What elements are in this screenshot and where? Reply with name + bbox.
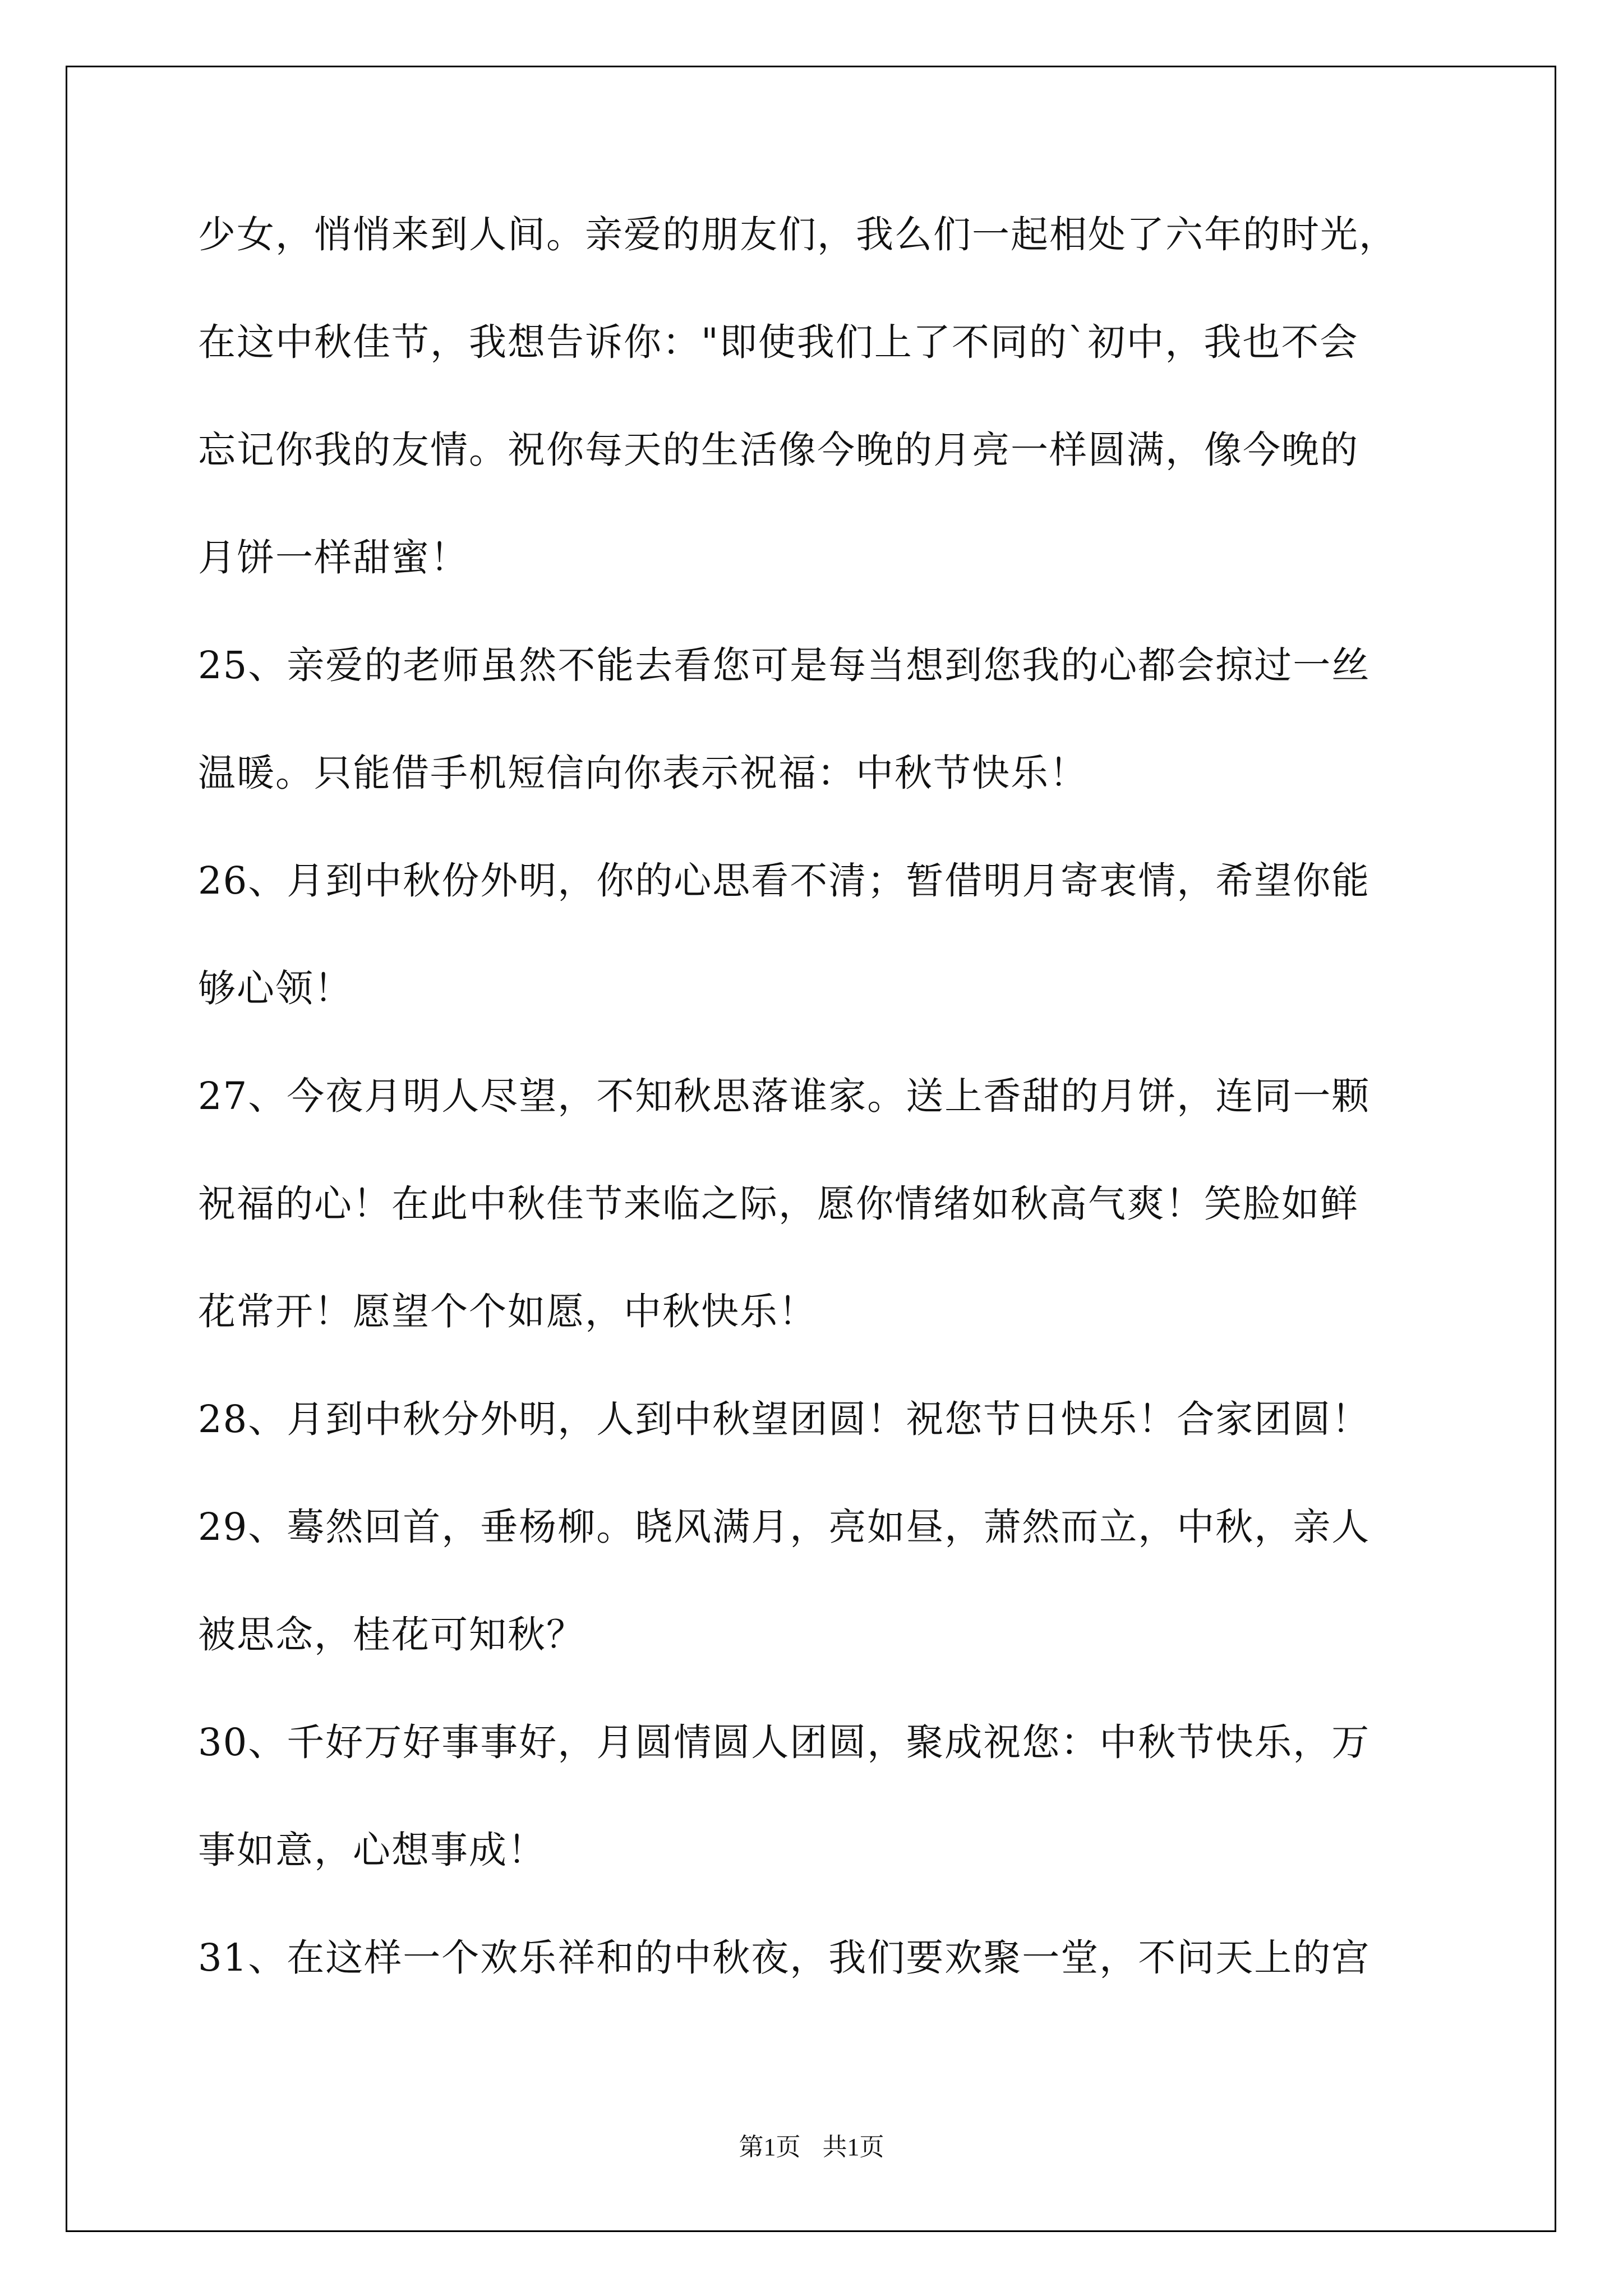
text-line: 26、月到中秋份外明，你的心思看不清；暂借明月寄衷情，希望你能 <box>198 859 1371 903</box>
text-line: 忘记你我的友情。祝你每天的生活像今晚的月亮一样圆满，像今晚的 <box>198 428 1359 472</box>
page-total: 共1页 <box>822 2133 884 2161</box>
text-line: 少女，悄悄来到人间。亲爱的朋友们，我么们一起相处了六年的时光， <box>198 213 1398 256</box>
text-line: 事如意，心想事成！ <box>198 1828 546 1872</box>
text-line: 在这中秋佳节，我想告诉你："即使我们上了不同的`初中，我也不会 <box>198 320 1359 364</box>
page-footer <box>0 2132 1623 2163</box>
page-border <box>66 66 1556 2232</box>
text-line: 25、亲爱的老师虽然不能去看您可是每当想到您我的心都会掠过一丝 <box>198 643 1371 687</box>
text-line: 祝福的心！在此中秋佳节来临之际，愿你情绪如秋高气爽！笑脸如鲜 <box>198 1182 1359 1226</box>
page-number: 第1页 <box>739 2133 801 2161</box>
text-line: 花常开！愿望个个如愿，中秋快乐！ <box>198 1290 817 1333</box>
text-line: 28、月到中秋分外明，人到中秋望团圆！祝您节日快乐！合家团圆！ <box>198 1397 1371 1441</box>
text-line: 27、今夜月明人尽望，不知秋思落谁家。送上香甜的月饼，连同一颗 <box>198 1074 1371 1118</box>
text-line: 31、在这样一个欢乐祥和的中秋夜，我们要欢聚一堂，不问天上的宫 <box>198 1936 1371 1980</box>
text-line: 够心领！ <box>198 967 353 1010</box>
text-line: 30、千好万好事事好，月圆情圆人团圆，聚成祝您：中秋节快乐，万 <box>198 1720 1371 1764</box>
text-line: 温暖。只能借手机短信向你表示祝福：中秋节快乐！ <box>198 751 1088 795</box>
text-line: 月饼一样甜蜜！ <box>198 536 469 579</box>
text-line: 29、蓦然回首，垂杨柳。晓风满月，亮如昼，萧然而立，中秋，亲人 <box>198 1505 1371 1549</box>
text-line: 被思念，桂花可知秋？ <box>198 1613 585 1657</box>
